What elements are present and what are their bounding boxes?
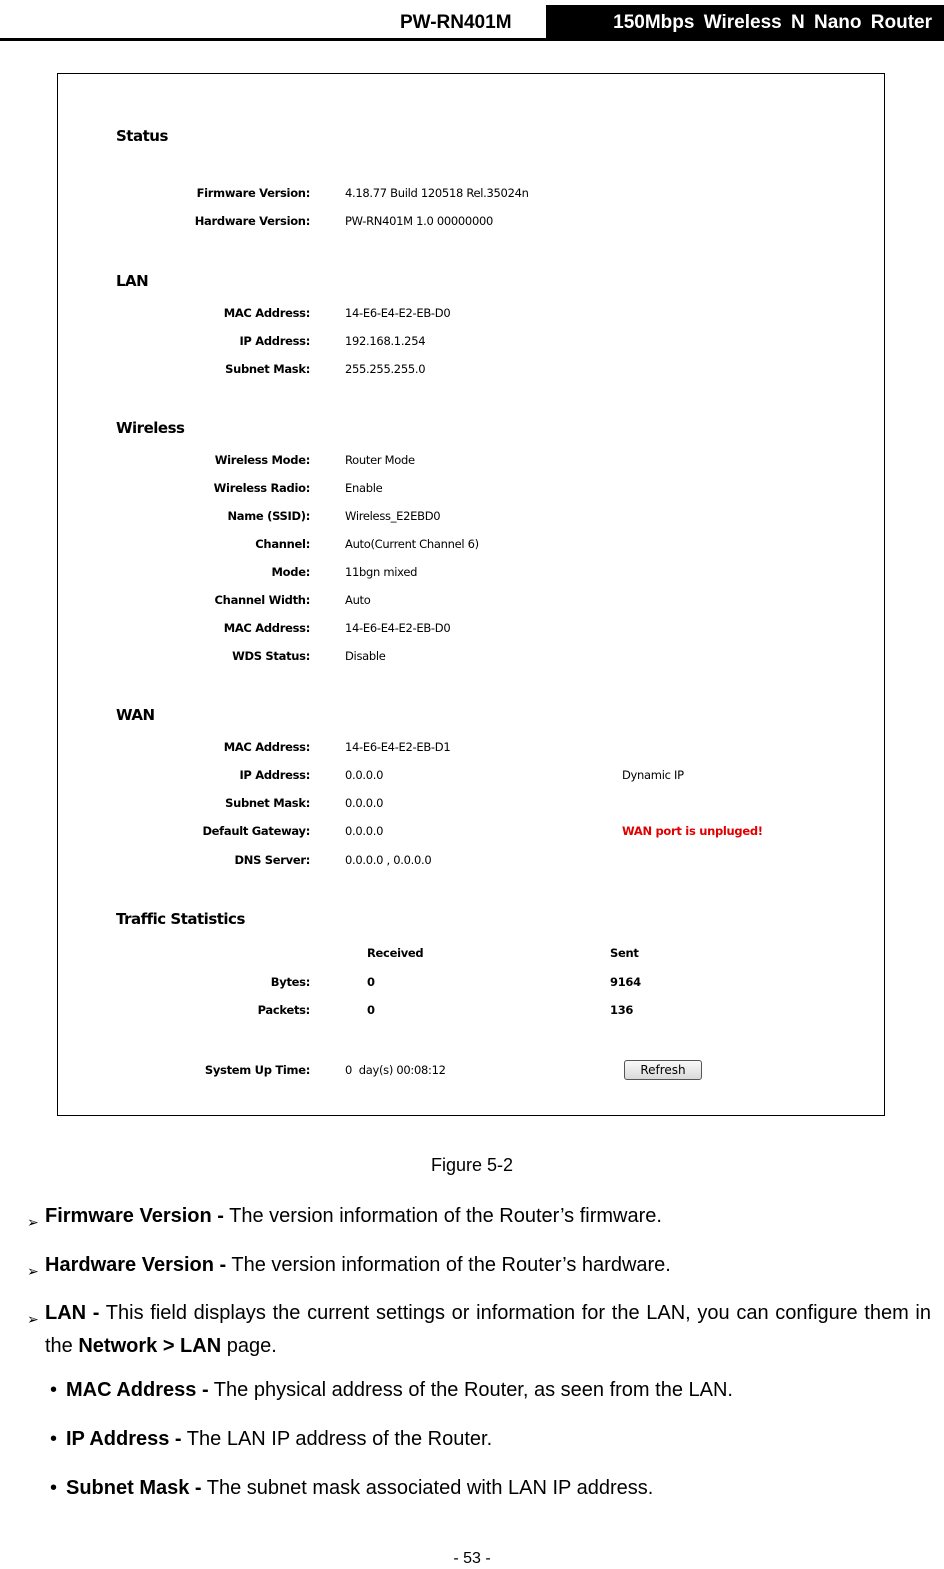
firmware-version-label: Firmware Version: (196, 186, 310, 200)
arrow-bullet-icon: ➢ (27, 1311, 39, 1327)
gateway-label: Default Gateway: (202, 824, 310, 838)
wan-section-title: WAN (116, 706, 155, 724)
desc-ip-text: The LAN IP address of the Router. (181, 1428, 493, 1450)
wireless-mac-label: MAC Address: (223, 621, 310, 635)
refresh-button[interactable]: Refresh (624, 1060, 702, 1080)
wan-ip-value: 0.0.0.0 (345, 768, 384, 782)
uptime-label: System Up Time: (204, 1063, 310, 1077)
figure-caption: Figure 5-2 (430, 1155, 514, 1175)
hardware-version-value: PW-RN401M 1.0 00000000 (345, 214, 493, 228)
desc-mac (66, 1379, 733, 1402)
hardware-version-label: Hardware Version: (194, 214, 310, 228)
status-page-figure (57, 73, 885, 1116)
desc-lan (45, 1297, 931, 1363)
bullet-dot-icon: • (50, 1379, 58, 1401)
bytes-received: 0 (367, 975, 375, 989)
desc-subnet-term: Subnet Mask - (66, 1477, 202, 1499)
wan-unplugged-warning: WAN port is unpluged! (622, 824, 763, 838)
wan-connection-type: Dynamic IP (622, 768, 684, 782)
wan-mac-label: MAC Address: (223, 740, 310, 754)
header-title: 150Mbps Wireless N Nano Router (546, 5, 944, 41)
desc-hardware (45, 1249, 931, 1282)
ssid-label: Name (SSID): (227, 509, 310, 523)
firmware-version-value: 4.18.77 Build 120518 Rel.35024n (345, 186, 529, 200)
desc-lan-text-end: page. (221, 1335, 277, 1357)
status-section-title: Status (116, 127, 168, 145)
wireless-radio-value: Enable (345, 481, 383, 495)
lan-ip-label: IP Address: (239, 334, 310, 348)
wireless-radio-label: Wireless Radio: (213, 481, 310, 495)
packets-sent: 136 (610, 1003, 634, 1017)
gateway-value: 0.0.0.0 (345, 824, 384, 838)
received-header: Received (367, 946, 424, 960)
wan-subnet-value: 0.0.0.0 (345, 796, 384, 810)
bullet-dot-icon: • (50, 1428, 58, 1450)
lan-mac-value: 14-E6-E4-E2-EB-D0 (345, 306, 451, 320)
desc-mac-text: The physical address of the Router, as seen from the LAN. (208, 1379, 733, 1401)
header-rule (0, 38, 944, 41)
wds-status-label: WDS Status: (232, 649, 310, 663)
bytes-sent: 9164 (610, 975, 641, 989)
network-lan-link: Network > LAN (78, 1335, 222, 1357)
header-model: PW-RN401M (400, 12, 512, 33)
arrow-bullet-icon: ➢ (27, 1214, 39, 1230)
ssid-value: Wireless_E2EBD0 (345, 509, 441, 523)
desc-subnet (66, 1477, 653, 1500)
wireless-mode-label: Wireless Mode: (214, 453, 310, 467)
mode-label: Mode: (271, 565, 310, 579)
mode-value: 11bgn mixed (345, 565, 418, 579)
channel-width-value: Auto (345, 593, 371, 607)
dns-value: 0.0.0.0 , 0.0.0.0 (345, 853, 432, 867)
dns-label: DNS Server: (234, 853, 310, 867)
wan-subnet-label: Subnet Mask: (225, 796, 310, 810)
wan-ip-label: IP Address: (239, 768, 310, 782)
lan-ip-value: 192.168.1.254 (345, 334, 426, 348)
traffic-section-title: Traffic Statistics (116, 910, 245, 928)
desc-ip-term: IP Address - (66, 1428, 182, 1450)
packets-label: Packets: (257, 1003, 310, 1017)
lan-section-title: LAN (116, 272, 149, 290)
desc-subnet-text: The subnet mask associated with LAN IP address. (201, 1477, 654, 1499)
wireless-mac-value: 14-E6-E4-E2-EB-D0 (345, 621, 451, 635)
lan-subnet-label: Subnet Mask: (225, 362, 310, 376)
arrow-bullet-icon: ➢ (27, 1263, 39, 1279)
wan-mac-value: 14-E6-E4-E2-EB-D1 (345, 740, 451, 754)
wireless-section-title: Wireless (116, 419, 185, 437)
packets-received: 0 (367, 1003, 375, 1017)
desc-ip (66, 1428, 492, 1451)
page-number: - 53 - (453, 1550, 491, 1567)
channel-value: Auto(Current Channel 6) (345, 537, 479, 551)
desc-lan-text: This field displays the current settings or information for the LAN, you can configure them in the (45, 1302, 931, 1357)
desc-firmware-text: The version information of the Router’s firmware. (223, 1205, 662, 1227)
sent-header: Sent (610, 946, 639, 960)
lan-mac-label: MAC Address: (223, 306, 310, 320)
wireless-mode-value: Router Mode (345, 453, 415, 467)
desc-lan-term: LAN - (45, 1302, 100, 1324)
desc-mac-term: MAC Address - (66, 1379, 209, 1401)
wds-status-value: Disable (345, 649, 386, 663)
bullet-dot-icon: • (50, 1477, 58, 1499)
lan-subnet-value: 255.255.255.0 (345, 362, 426, 376)
channel-width-label: Channel Width: (214, 593, 310, 607)
bytes-label: Bytes: (270, 975, 310, 989)
desc-hardware-term: Hardware Version - (45, 1254, 227, 1276)
channel-label: Channel: (255, 537, 310, 551)
desc-firmware (45, 1200, 931, 1233)
desc-hardware-text: The version information of the Router’s hardware. (226, 1254, 671, 1276)
desc-firmware-term: Firmware Version - (45, 1205, 224, 1227)
uptime-value: 0 day(s) 00:08:12 (345, 1063, 446, 1077)
